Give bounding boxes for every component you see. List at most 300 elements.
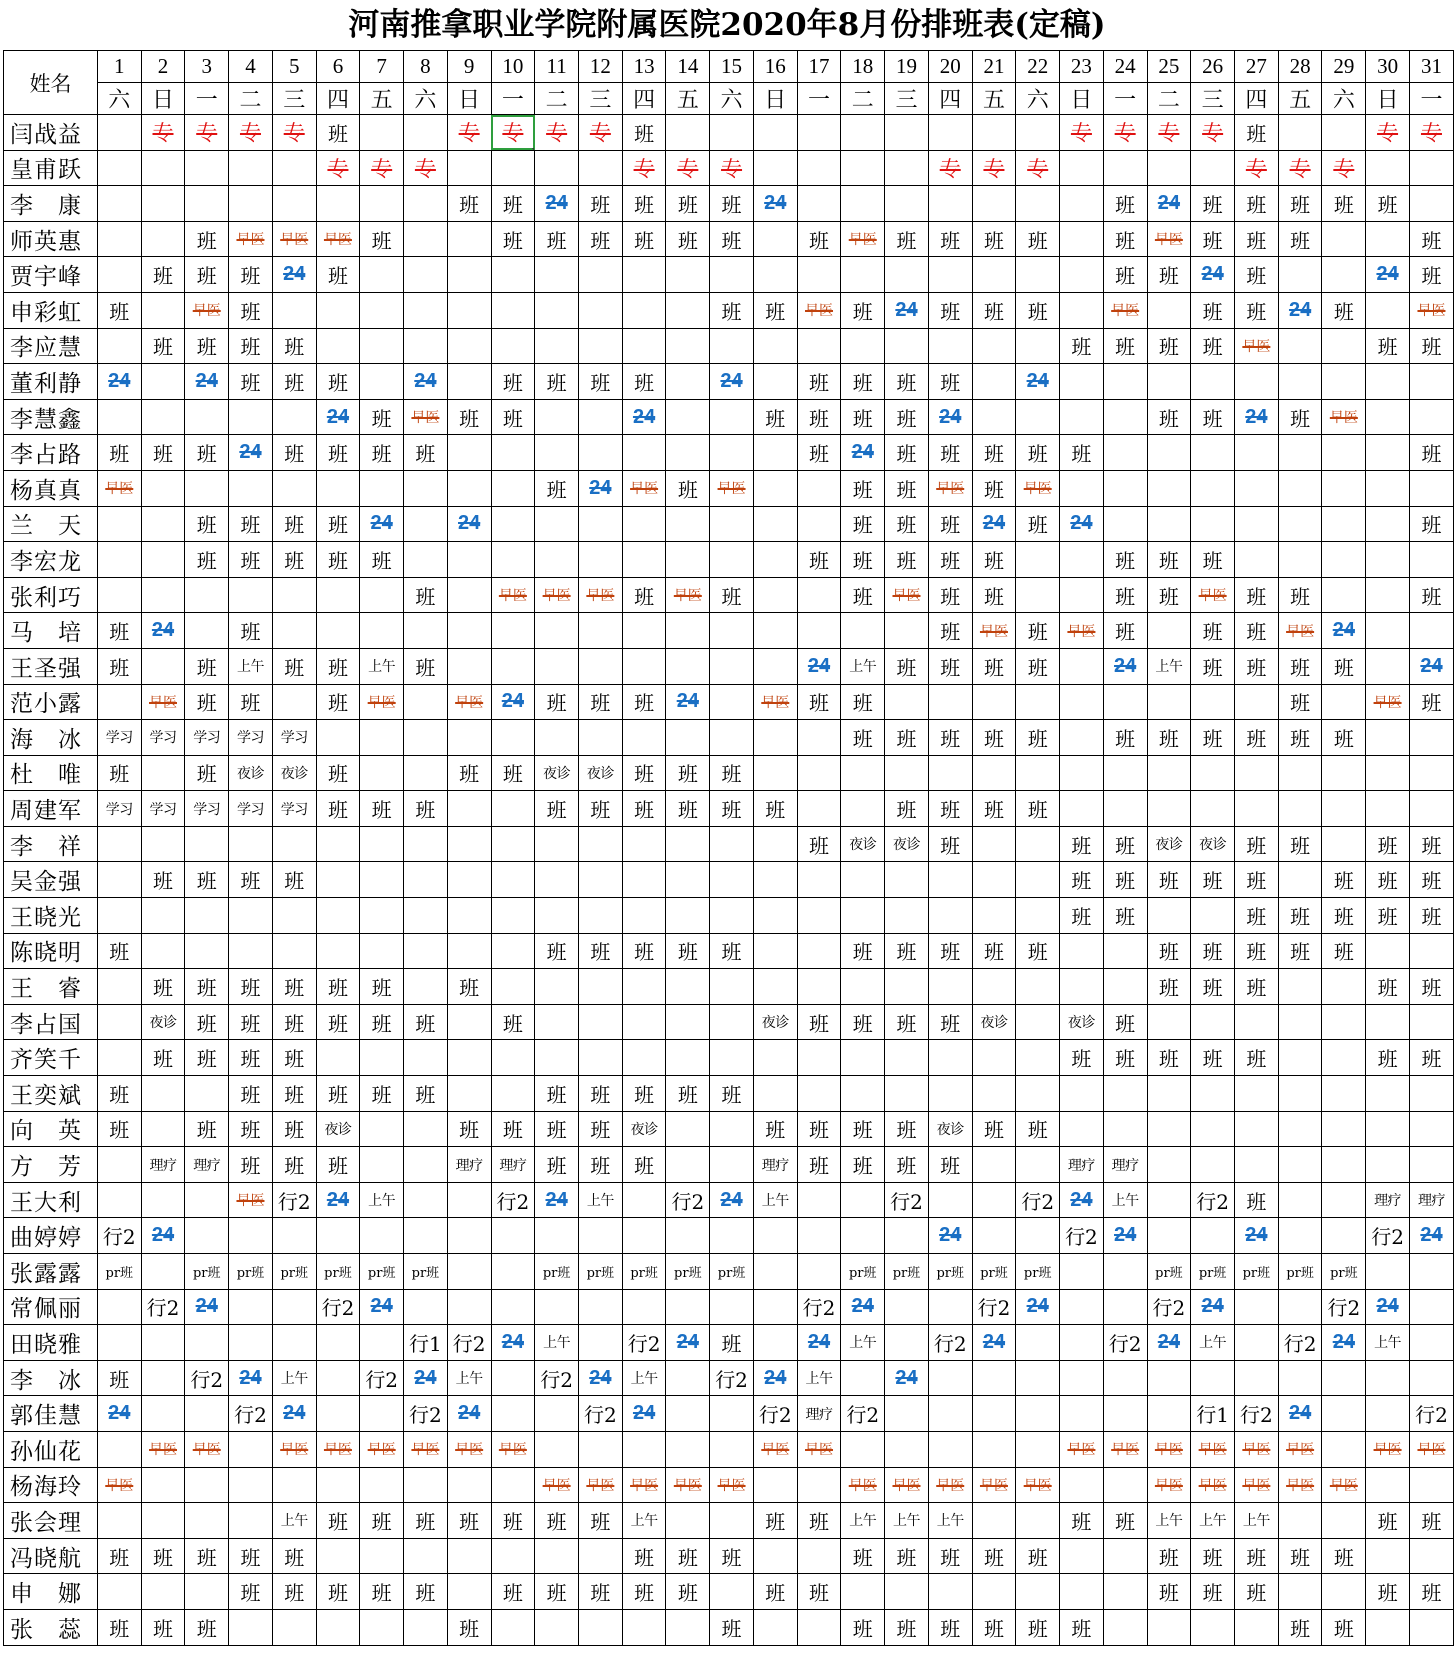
shift-cell[interactable] (1147, 1182, 1191, 1218)
shift-cell[interactable] (1278, 542, 1322, 578)
shift-cell[interactable] (491, 1574, 535, 1610)
weekday-header[interactable]: 二 (1147, 83, 1191, 115)
shift-cell[interactable] (578, 1111, 622, 1147)
staff-name-cell[interactable]: 张会理 (4, 1503, 98, 1539)
shift-cell[interactable] (753, 542, 797, 578)
shift-cell[interactable] (97, 115, 141, 151)
shift-cell[interactable] (1191, 364, 1235, 400)
shift-cell[interactable] (797, 684, 841, 720)
shift-cell[interactable] (753, 1467, 797, 1503)
shift-cell[interactable] (666, 826, 710, 862)
shift-cell[interactable] (272, 720, 316, 756)
shift-cell[interactable] (928, 1218, 972, 1254)
shift-cell[interactable] (491, 1040, 535, 1076)
shift-cell[interactable] (229, 1076, 273, 1112)
shift-cell[interactable] (316, 1609, 360, 1645)
shift-cell[interactable] (1191, 933, 1235, 969)
shift-cell[interactable] (316, 1325, 360, 1361)
shift-cell[interactable] (229, 577, 273, 613)
shift-cell[interactable] (578, 791, 622, 827)
shift-cell[interactable] (404, 328, 448, 364)
shift-cell[interactable] (404, 542, 448, 578)
shift-cell[interactable] (229, 684, 273, 720)
shift-cell[interactable] (1060, 292, 1104, 328)
shift-cell[interactable] (841, 684, 885, 720)
shift-cell[interactable] (753, 364, 797, 400)
shift-cell[interactable] (535, 1431, 579, 1467)
shift-cell[interactable] (229, 1538, 273, 1574)
shift-cell[interactable] (229, 399, 273, 435)
shift-cell[interactable] (666, 1609, 710, 1645)
shift-cell[interactable] (404, 720, 448, 756)
shift-cell[interactable] (535, 1609, 579, 1645)
weekday-header[interactable]: 一 (797, 83, 841, 115)
shift-cell[interactable] (928, 150, 972, 186)
shift-cell[interactable] (1235, 1040, 1279, 1076)
shift-cell[interactable] (841, 1147, 885, 1183)
shift-cell[interactable] (1191, 1289, 1235, 1325)
shift-cell[interactable] (753, 684, 797, 720)
shift-cell[interactable] (972, 791, 1016, 827)
shift-cell[interactable] (272, 1147, 316, 1183)
shift-cell[interactable] (272, 506, 316, 542)
shift-cell[interactable] (1409, 1538, 1453, 1574)
shift-cell[interactable] (272, 1218, 316, 1254)
shift-cell[interactable] (491, 1325, 535, 1361)
shift-cell[interactable] (622, 257, 666, 293)
shift-cell[interactable] (885, 186, 929, 222)
shift-cell[interactable] (491, 791, 535, 827)
shift-cell[interactable] (1322, 186, 1366, 222)
shift-cell[interactable] (841, 1431, 885, 1467)
shift-cell[interactable] (447, 1218, 491, 1254)
staff-name-cell[interactable]: 孙仙花 (4, 1431, 98, 1467)
shift-cell[interactable] (316, 826, 360, 862)
shift-cell[interactable] (272, 791, 316, 827)
shift-cell[interactable] (1147, 791, 1191, 827)
shift-cell[interactable] (491, 1182, 535, 1218)
shift-cell[interactable] (1191, 862, 1235, 898)
shift-cell[interactable] (972, 1254, 1016, 1290)
shift-cell[interactable] (1278, 1325, 1322, 1361)
shift-cell[interactable] (841, 862, 885, 898)
shift-cell[interactable] (1103, 1076, 1147, 1112)
shift-cell[interactable] (972, 826, 1016, 862)
shift-cell[interactable] (1366, 399, 1410, 435)
shift-cell[interactable] (622, 862, 666, 898)
shift-cell[interactable] (97, 435, 141, 471)
shift-cell[interactable] (97, 1360, 141, 1396)
shift-cell[interactable] (491, 470, 535, 506)
shift-cell[interactable] (316, 648, 360, 684)
shift-cell[interactable] (535, 648, 579, 684)
shift-cell[interactable] (928, 1609, 972, 1645)
shift-cell[interactable] (316, 969, 360, 1005)
shift-cell[interactable] (666, 1004, 710, 1040)
shift-cell[interactable] (1366, 1004, 1410, 1040)
weekday-header[interactable]: 三 (578, 83, 622, 115)
shift-cell[interactable] (360, 826, 404, 862)
shift-cell[interactable] (447, 862, 491, 898)
shift-cell[interactable] (535, 1004, 579, 1040)
shift-cell[interactable] (666, 1325, 710, 1361)
staff-name-cell[interactable]: 杨真真 (4, 470, 98, 506)
shift-cell[interactable] (753, 328, 797, 364)
shift-cell[interactable] (229, 542, 273, 578)
shift-cell[interactable] (666, 1503, 710, 1539)
shift-cell[interactable] (316, 470, 360, 506)
shift-cell[interactable] (710, 720, 754, 756)
shift-cell[interactable] (928, 577, 972, 613)
shift-cell[interactable] (535, 1574, 579, 1610)
shift-cell[interactable] (1409, 1111, 1453, 1147)
shift-cell[interactable] (1278, 648, 1322, 684)
shift-cell[interactable] (666, 1360, 710, 1396)
shift-cell[interactable] (141, 969, 185, 1005)
shift-cell[interactable] (928, 613, 972, 649)
date-header[interactable]: 18 (841, 51, 885, 83)
shift-cell[interactable] (885, 648, 929, 684)
shift-cell[interactable] (447, 221, 491, 257)
shift-cell[interactable] (622, 292, 666, 328)
shift-cell[interactable] (1235, 898, 1279, 934)
shift-cell[interactable] (229, 364, 273, 400)
shift-cell[interactable] (666, 364, 710, 400)
shift-cell[interactable] (1060, 1574, 1104, 1610)
shift-cell[interactable] (710, 328, 754, 364)
shift-cell[interactable] (360, 1609, 404, 1645)
staff-name-cell[interactable]: 李慧鑫 (4, 399, 98, 435)
shift-cell[interactable] (185, 364, 229, 400)
shift-cell[interactable] (1060, 969, 1104, 1005)
shift-cell[interactable] (1235, 506, 1279, 542)
shift-cell[interactable] (1191, 1574, 1235, 1610)
shift-cell[interactable] (797, 1111, 841, 1147)
shift-cell[interactable] (1278, 221, 1322, 257)
shift-cell[interactable] (316, 791, 360, 827)
shift-cell[interactable] (1060, 1609, 1104, 1645)
shift-cell[interactable] (535, 1503, 579, 1539)
shift-cell[interactable] (97, 364, 141, 400)
shift-cell[interactable] (797, 399, 841, 435)
shift-cell[interactable] (185, 1574, 229, 1610)
date-header[interactable]: 14 (666, 51, 710, 83)
shift-cell[interactable] (447, 1254, 491, 1290)
shift-cell[interactable] (97, 1467, 141, 1503)
shift-cell[interactable] (1016, 1360, 1060, 1396)
shift-cell[interactable] (1191, 435, 1235, 471)
shift-cell[interactable] (1060, 684, 1104, 720)
shift-cell[interactable] (928, 1076, 972, 1112)
shift-cell[interactable] (753, 933, 797, 969)
shift-cell[interactable] (491, 755, 535, 791)
shift-cell[interactable] (1103, 648, 1147, 684)
shift-cell[interactable] (885, 115, 929, 151)
shift-cell[interactable] (1016, 1254, 1060, 1290)
shift-cell[interactable] (885, 1218, 929, 1254)
shift-cell[interactable] (1235, 221, 1279, 257)
shift-cell[interactable] (229, 1396, 273, 1432)
shift-cell[interactable] (1322, 720, 1366, 756)
shift-cell[interactable] (1409, 1147, 1453, 1183)
shift-cell[interactable] (1366, 542, 1410, 578)
shift-cell[interactable] (491, 1360, 535, 1396)
shift-cell[interactable] (710, 1111, 754, 1147)
shift-cell[interactable] (1191, 1182, 1235, 1218)
shift-cell[interactable] (1103, 613, 1147, 649)
shift-cell[interactable] (229, 1111, 273, 1147)
shift-cell[interactable] (841, 648, 885, 684)
shift-cell[interactable] (535, 826, 579, 862)
shift-cell[interactable] (666, 1147, 710, 1183)
shift-cell[interactable] (928, 898, 972, 934)
shift-cell[interactable] (666, 933, 710, 969)
shift-cell[interactable] (447, 898, 491, 934)
shift-cell[interactable] (1235, 1111, 1279, 1147)
shift-cell[interactable] (753, 1218, 797, 1254)
shift-cell[interactable] (535, 898, 579, 934)
shift-cell[interactable] (97, 292, 141, 328)
shift-cell[interactable] (1278, 1111, 1322, 1147)
date-header[interactable]: 9 (447, 51, 491, 83)
shift-cell[interactable] (535, 186, 579, 222)
shift-cell[interactable] (272, 1467, 316, 1503)
shift-cell[interactable] (1322, 898, 1366, 934)
shift-cell[interactable] (229, 257, 273, 293)
staff-name-cell[interactable] (4, 720, 98, 756)
shift-cell[interactable] (1278, 1503, 1322, 1539)
shift-cell[interactable] (1016, 292, 1060, 328)
shift-cell[interactable] (666, 542, 710, 578)
shift-cell[interactable] (1409, 1218, 1453, 1254)
shift-cell[interactable] (666, 862, 710, 898)
shift-cell[interactable] (491, 1503, 535, 1539)
shift-cell[interactable] (447, 1396, 491, 1432)
shift-cell[interactable] (404, 221, 448, 257)
shift-cell[interactable] (1147, 1609, 1191, 1645)
shift-cell[interactable] (753, 1325, 797, 1361)
shift-cell[interactable] (316, 328, 360, 364)
shift-cell[interactable] (841, 506, 885, 542)
shift-cell[interactable] (272, 577, 316, 613)
staff-name-cell[interactable]: 周建军 (4, 791, 98, 827)
shift-cell[interactable] (1147, 933, 1191, 969)
shift-cell[interactable] (885, 1289, 929, 1325)
shift-cell[interactable] (141, 1467, 185, 1503)
shift-cell[interactable] (841, 933, 885, 969)
shift-cell[interactable] (272, 969, 316, 1005)
shift-cell[interactable] (972, 542, 1016, 578)
shift-cell[interactable] (447, 1360, 491, 1396)
shift-cell[interactable] (535, 1218, 579, 1254)
shift-cell[interactable] (797, 826, 841, 862)
shift-cell[interactable] (1409, 1574, 1453, 1610)
shift-cell[interactable] (578, 1325, 622, 1361)
shift-cell[interactable] (1322, 1147, 1366, 1183)
shift-cell[interactable] (972, 755, 1016, 791)
shift-cell[interactable] (447, 720, 491, 756)
shift-cell[interactable] (535, 470, 579, 506)
shift-cell[interactable] (1103, 328, 1147, 364)
shift-cell[interactable] (535, 115, 579, 151)
shift-cell[interactable] (447, 399, 491, 435)
shift-cell[interactable] (666, 684, 710, 720)
shift-cell[interactable] (491, 684, 535, 720)
shift-cell[interactable] (841, 720, 885, 756)
shift-cell[interactable] (1016, 1396, 1060, 1432)
shift-cell[interactable] (360, 1538, 404, 1574)
staff-name-cell[interactable]: 王晓光 (4, 898, 98, 934)
shift-cell[interactable] (1016, 1538, 1060, 1574)
shift-cell[interactable] (447, 542, 491, 578)
shift-cell[interactable] (1103, 720, 1147, 756)
shift-cell[interactable] (1366, 1503, 1410, 1539)
shift-cell[interactable] (1235, 1360, 1279, 1396)
shift-cell[interactable] (1235, 969, 1279, 1005)
shift-cell[interactable] (1409, 364, 1453, 400)
shift-cell[interactable] (447, 1325, 491, 1361)
shift-cell[interactable] (360, 684, 404, 720)
shift-cell[interactable] (578, 826, 622, 862)
shift-cell[interactable] (272, 1609, 316, 1645)
shift-cell[interactable] (972, 1609, 1016, 1645)
shift-cell[interactable] (272, 1360, 316, 1396)
staff-name-cell[interactable]: 常佩丽 (4, 1289, 98, 1325)
shift-cell[interactable] (404, 613, 448, 649)
shift-cell[interactable] (666, 221, 710, 257)
shift-cell[interactable] (841, 791, 885, 827)
shift-cell[interactable] (535, 506, 579, 542)
shift-cell[interactable] (797, 933, 841, 969)
shift-cell[interactable] (141, 1040, 185, 1076)
shift-cell[interactable] (1147, 506, 1191, 542)
shift-cell[interactable] (141, 613, 185, 649)
shift-cell[interactable] (1235, 791, 1279, 827)
shift-cell[interactable] (753, 1147, 797, 1183)
shift-cell[interactable] (229, 435, 273, 471)
shift-cell[interactable] (1191, 1218, 1235, 1254)
staff-name-cell[interactable]: 闫战益 (4, 115, 98, 151)
shift-cell[interactable] (185, 613, 229, 649)
shift-cell[interactable] (622, 186, 666, 222)
shift-cell[interactable] (1366, 648, 1410, 684)
shift-cell[interactable] (1235, 115, 1279, 151)
shift-cell[interactable] (1016, 577, 1060, 613)
shift-cell[interactable] (928, 542, 972, 578)
shift-cell[interactable] (753, 1004, 797, 1040)
shift-cell[interactable] (710, 1254, 754, 1290)
shift-cell[interactable] (272, 470, 316, 506)
shift-cell[interactable] (622, 1360, 666, 1396)
shift-cell[interactable] (491, 221, 535, 257)
shift-cell[interactable] (622, 1076, 666, 1112)
shift-cell[interactable] (316, 221, 360, 257)
shift-cell[interactable] (1409, 898, 1453, 934)
shift-cell[interactable] (1409, 1325, 1453, 1361)
shift-cell[interactable] (185, 221, 229, 257)
shift-cell[interactable] (972, 186, 1016, 222)
shift-cell[interactable] (229, 898, 273, 934)
shift-cell[interactable] (841, 435, 885, 471)
shift-cell[interactable] (272, 613, 316, 649)
shift-cell[interactable] (360, 1254, 404, 1290)
shift-cell[interactable] (360, 969, 404, 1005)
shift-cell[interactable] (1322, 364, 1366, 400)
shift-cell[interactable] (1103, 791, 1147, 827)
shift-cell[interactable] (1409, 1467, 1453, 1503)
staff-name-cell[interactable] (4, 826, 98, 862)
shift-cell[interactable] (141, 292, 185, 328)
shift-cell[interactable] (666, 399, 710, 435)
shift-cell[interactable] (141, 720, 185, 756)
shift-cell[interactable] (1366, 862, 1410, 898)
shift-cell[interactable] (316, 613, 360, 649)
shift-cell[interactable] (666, 328, 710, 364)
shift-cell[interactable] (885, 1467, 929, 1503)
shift-cell[interactable] (97, 186, 141, 222)
shift-cell[interactable] (404, 1289, 448, 1325)
shift-cell[interactable] (972, 1182, 1016, 1218)
shift-cell[interactable] (535, 1076, 579, 1112)
shift-cell[interactable] (535, 542, 579, 578)
shift-cell[interactable] (841, 1254, 885, 1290)
shift-cell[interactable] (710, 1289, 754, 1325)
shift-cell[interactable] (404, 684, 448, 720)
shift-cell[interactable] (1103, 755, 1147, 791)
shift-cell[interactable] (578, 613, 622, 649)
shift-cell[interactable] (491, 826, 535, 862)
shift-cell[interactable] (578, 648, 622, 684)
shift-cell[interactable] (1235, 1538, 1279, 1574)
shift-cell[interactable] (1191, 720, 1235, 756)
shift-cell[interactable] (622, 470, 666, 506)
shift-cell[interactable] (1366, 435, 1410, 471)
shift-cell[interactable] (666, 1289, 710, 1325)
shift-cell[interactable] (753, 1254, 797, 1290)
shift-cell[interactable] (710, 1609, 754, 1645)
shift-cell[interactable] (1147, 1218, 1191, 1254)
shift-cell[interactable] (1016, 399, 1060, 435)
shift-cell[interactable] (404, 1111, 448, 1147)
shift-cell[interactable] (1191, 1111, 1235, 1147)
shift-cell[interactable] (753, 826, 797, 862)
shift-cell[interactable] (141, 1360, 185, 1396)
shift-cell[interactable] (1366, 506, 1410, 542)
shift-cell[interactable] (841, 1360, 885, 1396)
weekday-header[interactable]: 五 (1278, 83, 1322, 115)
shift-cell[interactable] (666, 613, 710, 649)
shift-cell[interactable] (1409, 328, 1453, 364)
shift-cell[interactable] (1409, 1503, 1453, 1539)
shift-cell[interactable] (97, 506, 141, 542)
shift-cell[interactable] (1191, 791, 1235, 827)
shift-cell[interactable] (578, 257, 622, 293)
shift-cell[interactable] (1103, 186, 1147, 222)
date-header[interactable]: 20 (928, 51, 972, 83)
shift-cell[interactable] (185, 1182, 229, 1218)
shift-cell[interactable] (928, 506, 972, 542)
shift-cell[interactable] (1278, 1289, 1322, 1325)
shift-cell[interactable] (1147, 470, 1191, 506)
shift-cell[interactable] (97, 1396, 141, 1432)
shift-cell[interactable] (1322, 1182, 1366, 1218)
shift-cell[interactable] (578, 1609, 622, 1645)
shift-cell[interactable] (185, 1254, 229, 1290)
shift-cell[interactable] (272, 684, 316, 720)
shift-cell[interactable] (1322, 791, 1366, 827)
shift-cell[interactable] (404, 1325, 448, 1361)
shift-cell[interactable] (491, 399, 535, 435)
